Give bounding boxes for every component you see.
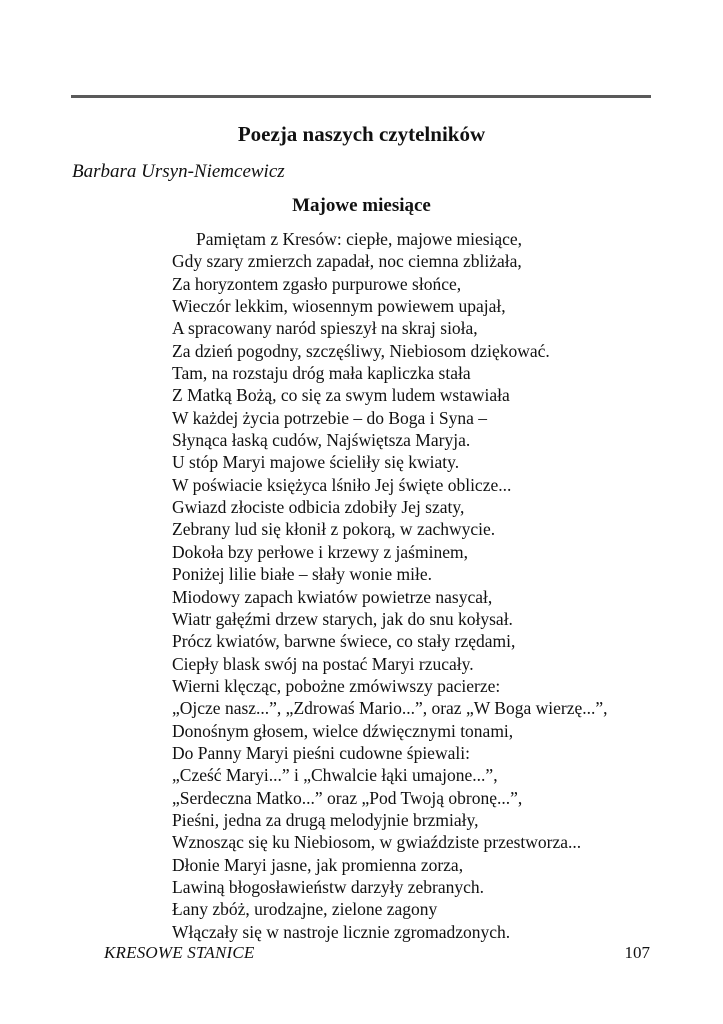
section-title: Poezja naszych czytelników (237, 122, 486, 146)
poem-line: Łany zbóż, urodzajne, zielone zagony (172, 899, 438, 920)
poem-body (172, 228, 717, 943)
poem-line: Dokoła bzy perłowe i krzewy z jaśminem, (172, 541, 468, 562)
poem-line: Ciepły blask swój na postać Maryi rzucały. (172, 653, 474, 674)
poem-line: Za dzień pogodny, szczęśliwy, Niebiosom dziękować. (172, 340, 550, 361)
poem-line: „Ojcze nasz...”, „Zdrowaś Mario...”, oraz „W Boga wierzę...”, (172, 698, 608, 719)
poem-line: Tam, na rozstaju dróg mała kapliczka stała (172, 363, 471, 384)
poem-line: Donośnym głosem, wielce dźwięcznymi tonami, (172, 720, 514, 741)
page-number: 107 (624, 943, 650, 962)
poem-line: Miodowy zapach kwiatów powietrze nasycał, (172, 586, 493, 607)
poem-line: Gdy szary zmierzch zapadał, noc ciemna zbliżała, (172, 251, 522, 272)
poem-line: Pieśni, jedna za drugą melodyjnie brzmiały, (172, 809, 479, 830)
poem-line: Poniżej lilie białe – słały wonie miłe. (172, 564, 433, 585)
poem-line: Zebrany lud się kłonił z pokorą, w zachwycie. (172, 519, 496, 540)
poem-line: Pamiętam z Kresów: ciepłe, majowe miesiące, (196, 229, 523, 249)
poem-line: Za horyzontem zgasło purpurowe słońce, (172, 273, 462, 294)
poem-line: Wierni klęcząc, pobożne zmówiwszy pacierze: (172, 675, 501, 696)
poem-line: Z Matką Bożą, co się za swym ludem wstawiała (172, 385, 510, 406)
poem-line: „Serdeczna Matko...” oraz „Pod Twoją obronę...”, (172, 787, 523, 808)
poem-line: Dłonie Maryi jasne, jak promienna zorza, (172, 854, 464, 875)
poem-line: Wznosząc się ku Niebiosom, w gwiaździste przestworza... (172, 832, 582, 853)
poem-line: Wiatr gałęźmi drzew starych, jak do snu kołysał. (172, 608, 513, 629)
poem-line: Słynąca łaską cudów, Najświętsza Maryja. (172, 430, 471, 451)
poem-line: W poświacie księżyca lśniło Jej święte oblicze... (172, 474, 512, 495)
footer-publication: KRESOWE STANICE (104, 943, 255, 962)
poem-line: Wieczór lekkim, wiosennym powiewem upajał, (172, 296, 506, 317)
poem-line: W każdej życia potrzebie – do Boga i Syna – (172, 407, 488, 428)
author-name: Barbara Ursyn-Niemcewicz (72, 161, 285, 182)
poem-title: Majowe miesiące (292, 195, 431, 216)
poem-line: „Cześć Maryi...” i „Chwalcie łąki umajone...”, (172, 765, 498, 786)
poem-line: Do Panny Maryi pieśni cudowne śpiewali: (172, 742, 470, 763)
poem-line: Włączały się w nastroje licznie zgromadzonych. (172, 921, 511, 942)
poem-line: A spracowany naród spieszył na skraj sioła, (172, 318, 478, 339)
poem-line: U stóp Maryi majowe ścieliły się kwiaty. (172, 452, 460, 473)
header-rule (71, 95, 651, 98)
poem-line: Prócz kwiatów, barwne świece, co stały rzędami, (172, 631, 516, 652)
poem-line: Gwiazd złociste odbicia zdobiły Jej szaty, (172, 497, 465, 518)
poem-line: Lawiną błogosławieństw darzyły zebranych. (172, 876, 484, 897)
